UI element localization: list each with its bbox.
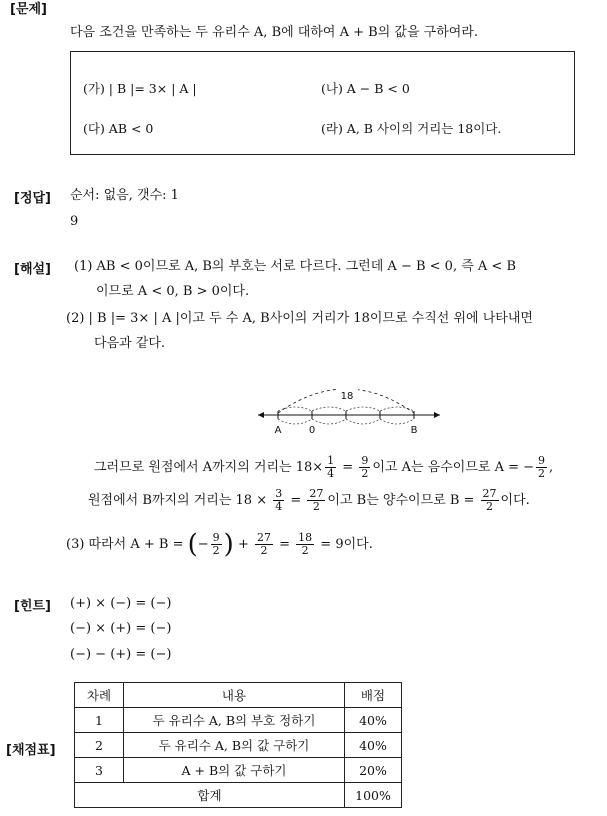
table-cell: 2 [75,733,124,758]
denominator: 2 [260,544,268,557]
fraction [273,488,284,513]
origin-label: 0 [308,425,316,436]
text-segment: 이고 A는 음수이므로 A = − [372,460,535,475]
denominator: 2 [212,544,220,557]
denominator: 4 [327,467,335,480]
point-a-label: A [274,425,282,436]
text-segment: 원점에서 B까지의 거리는 18 × [88,493,272,508]
solution-step2-line4 [88,488,530,513]
answer-value: 9 [70,214,79,229]
text-segment: = [286,493,306,508]
column-header: 내용 [124,683,345,708]
table-header-row [75,683,402,708]
answer-label: [정답] [14,191,51,206]
problem-text: 다음 조건을 만족하는 두 유리수 A, B에 대하여 A + B의 값을 구하여라. [70,25,479,40]
numerator: 18 [298,531,313,544]
problem-label: [문제] [10,2,47,17]
denominator: 2 [301,544,309,557]
table-cell: 두 유리수 A, B의 값 구하기 [124,733,345,758]
text-segment: 이다. [500,493,530,508]
table-cell: A + B의 값 구하기 [124,758,345,783]
point-b-label: B [410,425,418,436]
fraction [296,532,314,557]
solution-step3: (3) 따라서 A + B = (− $\frac{9}{2}$ ) + $\frac{27}{2}$ = $\frac{18}{2}$ = 9이다. [66,529,373,560]
hint-line: (−) − (+) = (−) [70,647,172,662]
fraction [481,488,499,513]
solution-step1-line1: (1) AB < 0이므로 A, B의 부호는 서로 다르다. 그런데 A − B < 0, 즉 A < B [74,259,516,274]
denominator: 2 [361,467,369,480]
text-segment: = [338,460,358,475]
numerator: 9 [212,531,220,544]
denominator: 2 [486,500,494,513]
table-cell: 20% [345,758,402,783]
text-segment: = 9이다. [316,537,373,552]
solution-step2-line3: 그러므로 원점에서 A까지의 거리는 18× $\frac{1}{4}$ = $\frac{9}{2}$ 이고 A는 음수이므로 A = − $\frac{9}{2}$ , [94,454,554,480]
solution-label: [해설] [14,262,51,277]
table-cell: 1 [75,708,124,733]
condition-da: (다) AB < 0 [83,121,154,136]
scoring-label: [채점표] [6,743,56,758]
table-cell: 40% [345,733,402,758]
numerator: 27 [482,487,497,500]
fraction [211,532,222,557]
numerator: 3 [275,487,283,500]
distance-label: 18 [340,391,354,402]
text-segment: 이고 B는 양수이므로 B = [327,493,479,508]
hint-line: (+) × (−) = (−) [70,596,172,611]
denominator: 2 [312,500,320,513]
fraction [359,455,370,480]
fraction [325,455,336,480]
total-value: 100% [345,783,402,808]
table-row [75,708,402,733]
denominator: 4 [275,500,283,513]
answer-meta: 순서: 없음, 갯수: 1 [70,188,179,203]
condition-ra: (라) A, B 사이의 거리는 18이다. [321,121,502,136]
table-cell: 3 [75,758,124,783]
solution-step2-line1: (2) | B |= 3× | A |이고 두 수 A, B사이의 거리가 18이므로 수직선 위에 나타내면 [66,311,533,326]
total-label: 합계 [75,783,345,808]
hint-label: [힌트] [14,599,51,614]
table-row [75,758,402,783]
condition-ga: (가) | B |= 3× | A | [83,81,197,96]
table-total-row [75,783,402,808]
hint-line: (−) × (+) = (−) [70,621,172,636]
table-cell: 두 유리수 A, B의 부호 정하기 [124,708,345,733]
column-header: 배점 [345,683,402,708]
text-segment: (3) 따라서 A + B = [66,537,188,552]
column-header: 차례 [75,683,124,708]
solution-step2-line2: 다음과 같다. [94,336,166,351]
text-segment: = [275,537,295,552]
numerator: 27 [257,531,271,544]
table-cell: 40% [345,708,402,733]
conditions-box [70,51,575,155]
minus-sign: − [197,537,209,552]
denominator: 2 [538,467,546,480]
fraction [307,488,325,513]
fraction [536,455,547,480]
scoring-table [74,682,402,808]
numerator: 9 [361,454,369,467]
numerator: 9 [538,454,546,467]
numerator: 27 [309,487,324,500]
text-segment: 그러므로 원점에서 A까지의 거리는 18× [94,460,324,475]
fraction [255,532,273,557]
text-segment: + [233,537,253,552]
condition-na: (나) A − B < 0 [321,81,410,96]
table-row [75,733,402,758]
number-line-diagram [250,355,450,440]
solution-step1-line2: 이므로 A < 0, B > 0이다. [96,284,250,299]
numerator: 1 [327,454,335,467]
